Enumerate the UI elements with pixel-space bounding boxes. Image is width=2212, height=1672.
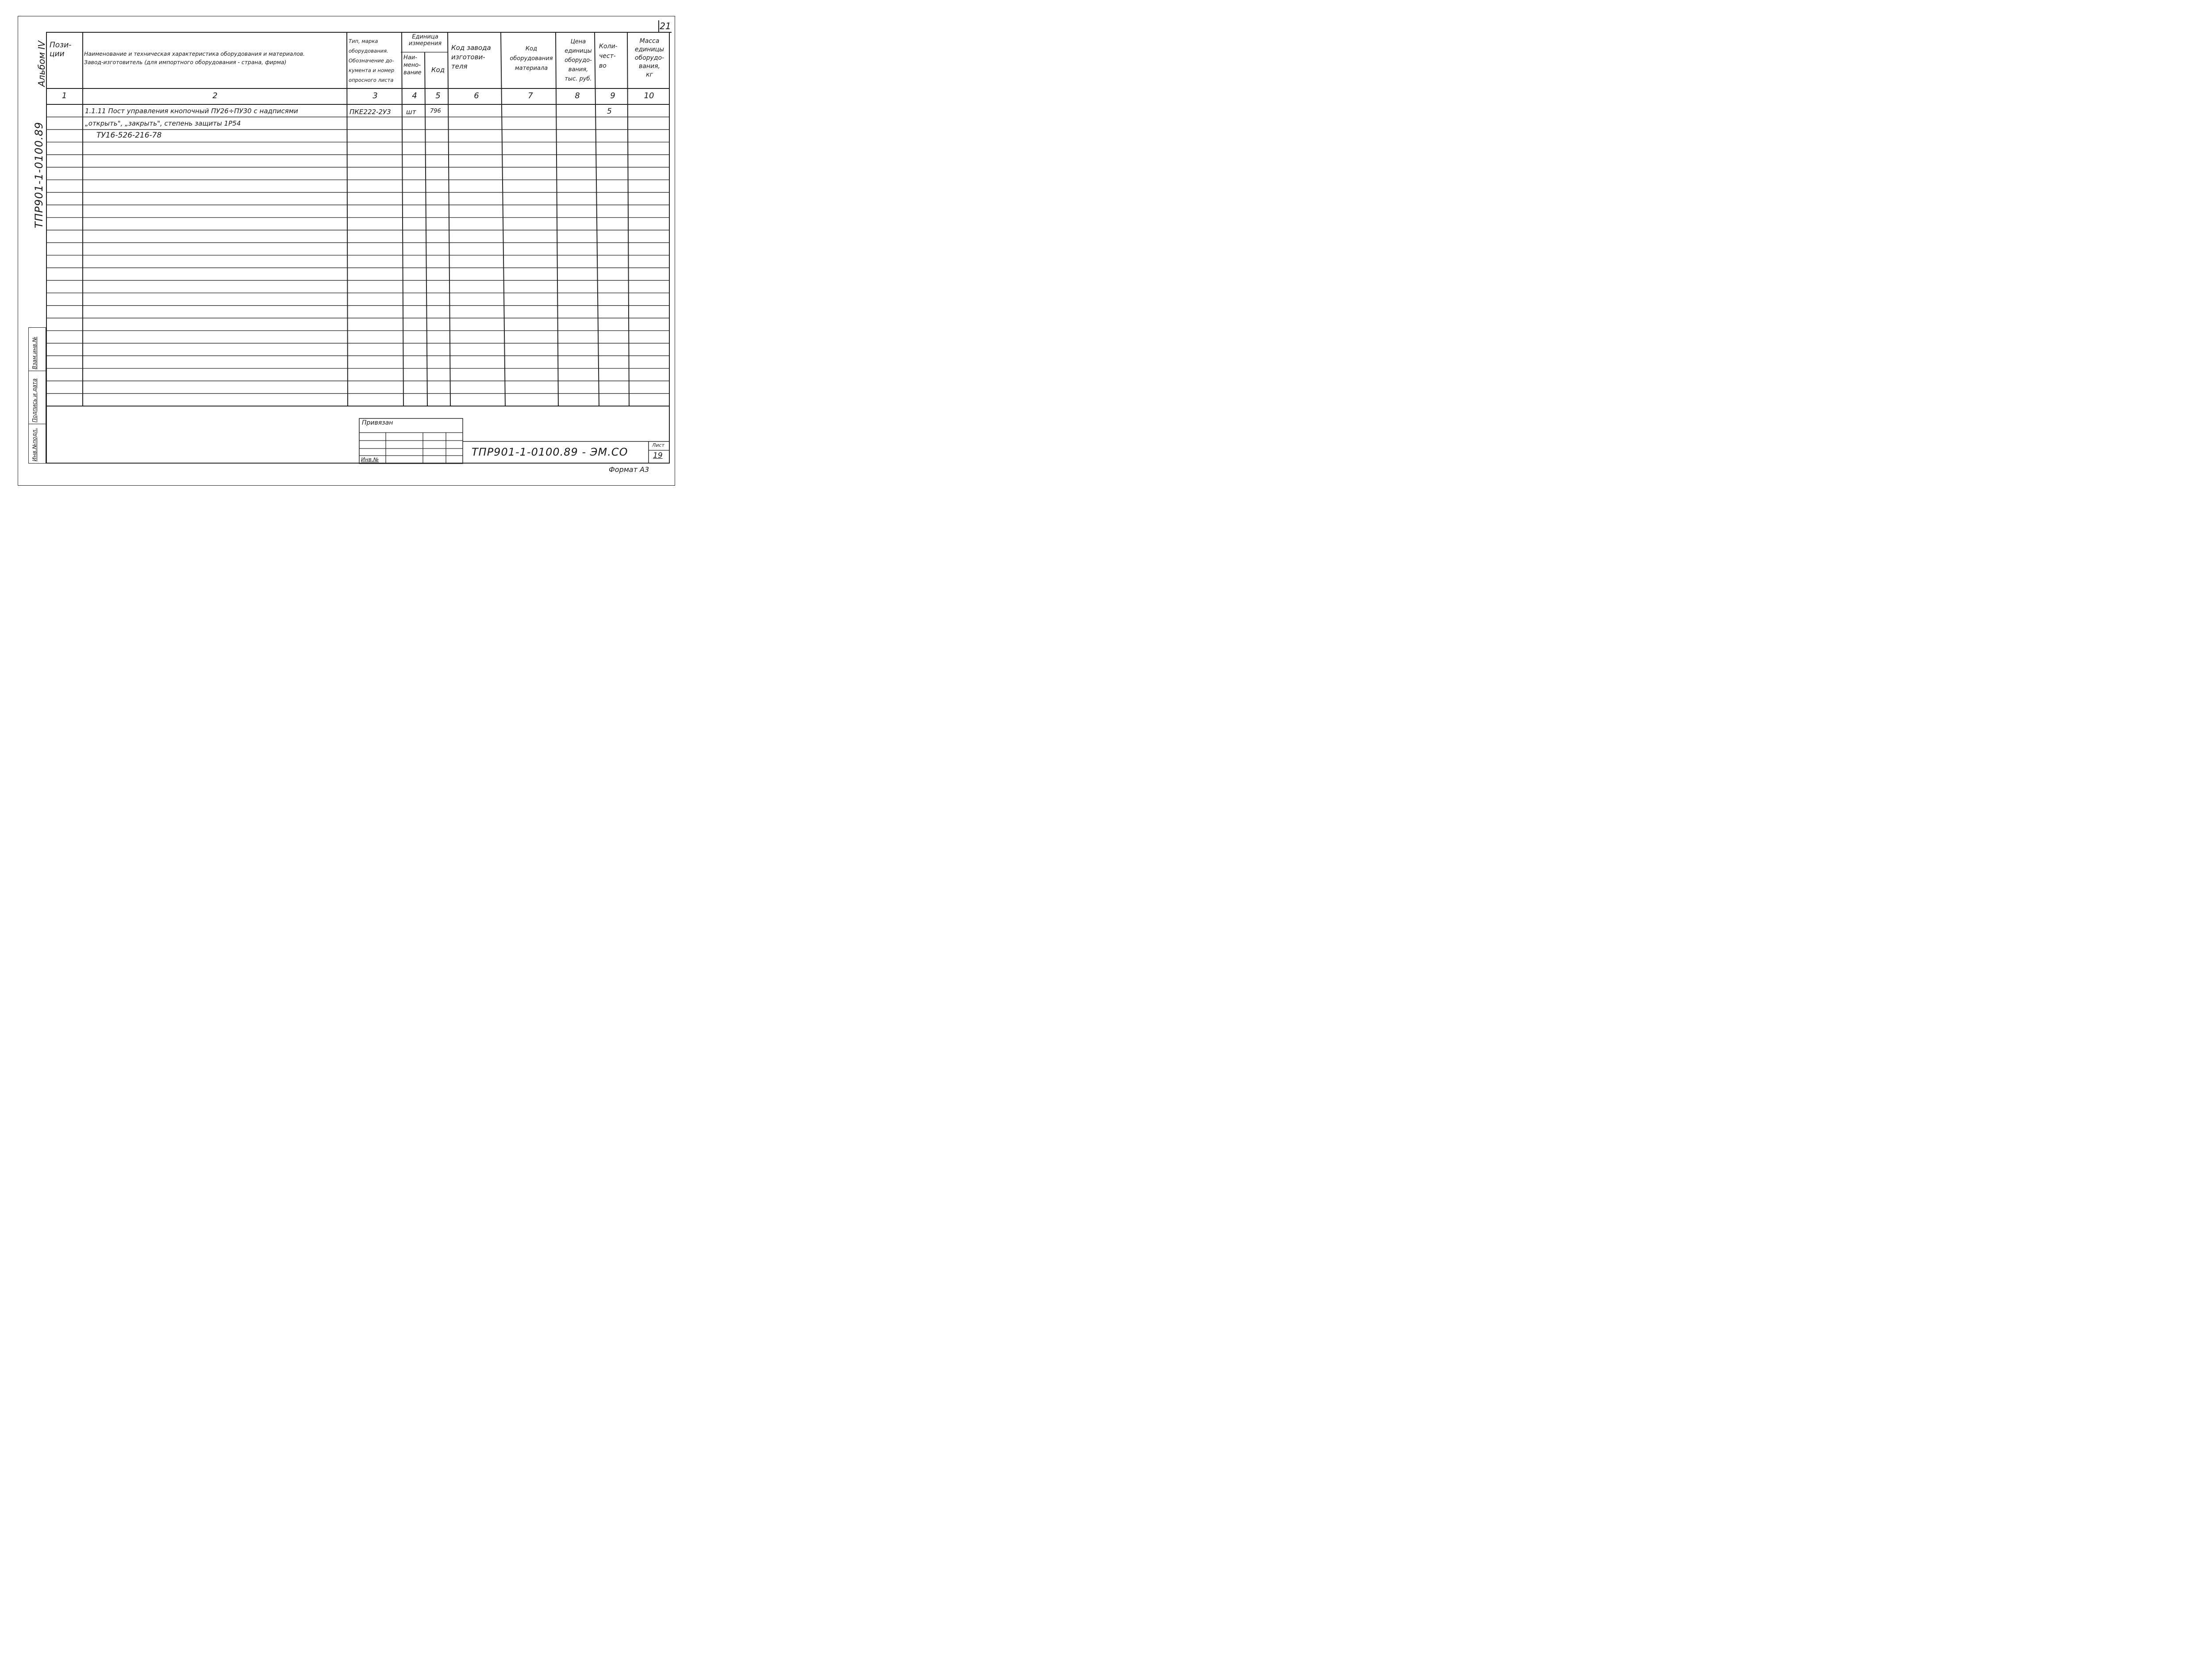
header-unit-mass: Масса единицы оборудо- вания, кг	[634, 38, 664, 78]
header-equipment-code: Код оборудования материала	[510, 46, 553, 72]
colnum-6: 6	[474, 91, 479, 100]
colnum-1: 1	[61, 91, 67, 100]
header-unit-code: Код	[431, 66, 445, 74]
colnum-10: 10	[644, 91, 654, 100]
row-1-qty: 5	[607, 107, 612, 116]
sheet-number: 21	[658, 20, 672, 33]
list-label: Лист	[652, 442, 664, 448]
header-positions: Пози- ции	[50, 41, 72, 58]
header-unit-price: Цена единицы оборудо- вания, тыс. руб.	[565, 38, 592, 82]
album-label: Альбом IV	[36, 41, 47, 87]
colnum-8: 8	[575, 91, 580, 100]
row-3-name: ТУ16-526-216-78	[96, 131, 162, 140]
header-quantity: Коли- чест- во	[599, 43, 618, 69]
row-1-unit-code: 796	[430, 108, 441, 115]
colnum-4: 4	[412, 91, 417, 100]
document-code: ТПР901-1-0100.89 - ЭМ.СО	[472, 446, 628, 458]
colnum-5: 5	[435, 91, 441, 100]
format-label: Формат А3	[609, 465, 649, 474]
side-label-podpis: Подпись и дата	[31, 378, 38, 422]
list-number: 19	[653, 451, 663, 460]
row-1-name: 1.1.11 Пост управления кнопочный ПУ26÷ПУ30 с надписями	[85, 107, 298, 115]
header-factory-code: Код завода изготови- теля	[451, 44, 491, 70]
header-type-brand: Тип, марка оборудования. Обозначение до- кумента и номер опросного листа	[349, 38, 395, 83]
stamp-privyazan: Привязан	[362, 419, 393, 426]
colnum-9: 9	[610, 91, 615, 100]
colnum-7: 7	[528, 91, 533, 100]
stamp-inv-no: Инв.№	[361, 456, 379, 463]
header-unit-group: Единица измерения	[408, 34, 442, 47]
header-name-description: Наименование и техническая характеристика оборудования и материалов. Завод-изготовитель (для импортного оборудования - страна, фирма)	[84, 50, 305, 65]
colnum-2: 2	[212, 91, 218, 100]
side-label-vzam-inv: Взам.инв.№	[31, 337, 38, 369]
side-document-code: ТПР901-1-0100.89	[33, 122, 45, 228]
side-label-inv-podl: Инв.№подл.	[31, 428, 38, 461]
row-1-type: ПКЕ222-2У3	[349, 108, 391, 116]
colnum-3: 3	[373, 91, 378, 100]
row-1-unit: шт	[406, 108, 416, 116]
header-unit-name: Наи- мено- вание	[403, 54, 422, 76]
row-2-name: „открыть", „закрыть", степень защиты 1Р54	[85, 119, 241, 127]
